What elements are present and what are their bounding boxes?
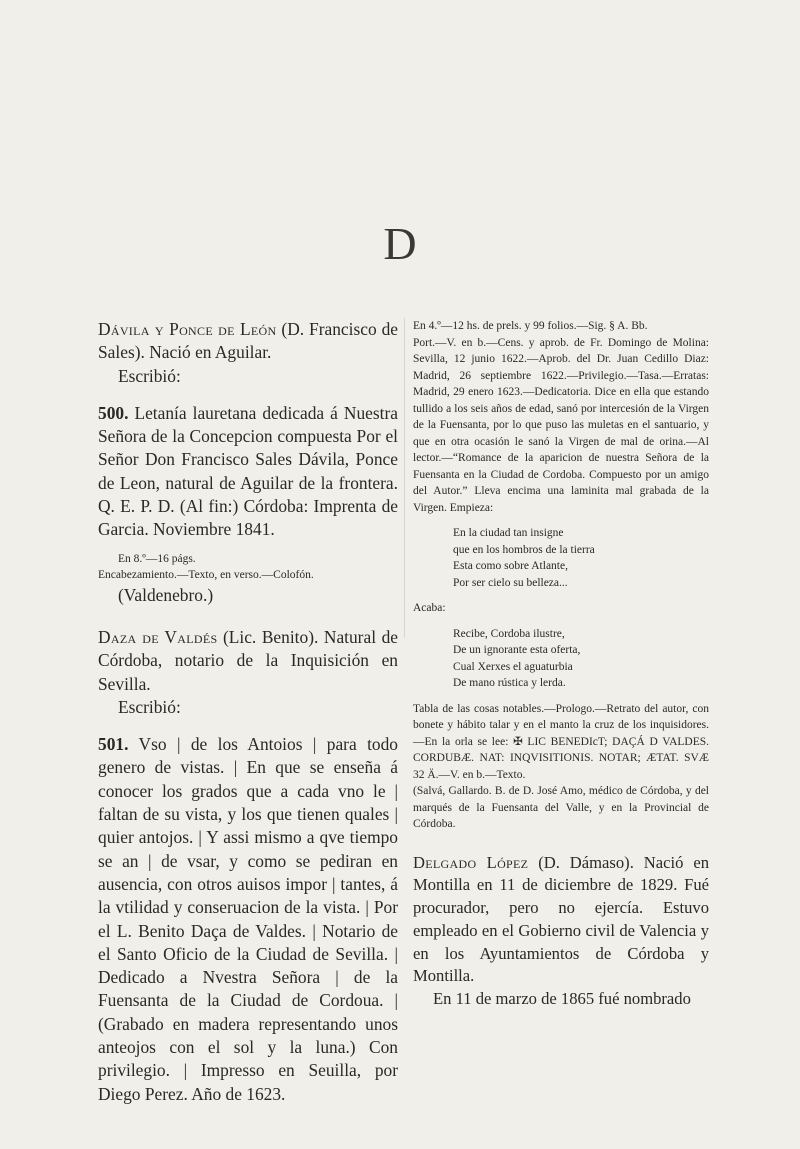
davila-heading: [98, 318, 398, 365]
verse-line: En la ciudad tan insigne: [453, 527, 564, 539]
verse-line: Recibe, Cordoba ilustre,: [453, 627, 565, 640]
delgado-continuation: En 11 de marzo de 1865 fué nombrado: [433, 989, 691, 1009]
section-letter: D: [383, 218, 417, 269]
author-name: Delgado López: [413, 852, 529, 872]
verse-line: Esta como sobre Atlante,: [453, 560, 568, 572]
entry-number: 501.: [98, 734, 129, 755]
verse-line: Cual Xerxes el aguaturbia: [453, 660, 573, 673]
entry-501-table: Tabla de las cosas notables.—Prologo.—Retrato del autor, con bonete y hábito talar y en el manto la cruz de los inquisidores.—En la orla se lee: ✠ LIC BENEDIcT; DAÇÁ D VALDES. CORDUBÆ. NAT: INQVISITIONIS. NOTAR; ÆTAT. SVÆ 32 Ä.—V. en b.—Texto.: [413, 702, 709, 781]
entry-501: [98, 733, 398, 1106]
escribio-label: Escribió:: [118, 696, 181, 717]
entry-500-source: (Valdenebro.): [118, 584, 214, 605]
verse-line: que en los hombros de la tierra: [453, 543, 595, 556]
entry-501-contents: Port.—V. en b.—Cens. y aprob. de Fr. Domingo de Molina: Sevilla, 12 junio 1622.—Aprob. del Dr. Juan Cedillo Diaz: Madrid, 26 septiembre 1622.—Privilegio.—Tasa.—Erratas: Madrid, 29 enero 1623.—Dedicatoria. Dice en ella que estando tullido a los seis años de edad, sanó por intercesión de la Virgen de la Fuensanta, por lo que puso las muletas en el santuario, y que en otra ocasión le sanó la Virgen de mal de orina.—Al lector.—“Romance de la aparicion de nuestra Señora de la Fuensanta en la Ciudad de Cordoba. Compuesto por un amigo del Autor.” Lleva encima una laminita mal grabada de la Virgen. Empieza:: [413, 336, 709, 514]
entry-500-format: En 8.º—16 págs.: [118, 552, 196, 565]
author-details: (Lic. Benito). Natural de Córdoba, notario de la Inquisición en Sevilla.: [98, 626, 398, 694]
column-divider: [404, 318, 405, 638]
entry-title: Vso | de los Antoios | para todo genero de vistas. | En que se enseña á conocer los grados que a cada vno le | faltan de su vista, y los que tienen quales | quier antojos. | Y assi mismo a qve tiempo se an | de vsar, y como se pediran en ausencia, con otros auisos impor | tantes, á la vtilidad y conseruacion de la vista. | Por el L. Benito Daça de Valdes. | Notario de el Santo Oficio de la Ciudad de Sevilla. | Dedicado a Nvestra Señora | de la Fuensanta de la Ciudad de Cordoua. | (Grabado en madera representando unos anteojos con el sol y la luna.) Con privilegio. | Impresso en Seuilla, por Diego Perez. Año de 1623.: [98, 734, 398, 1104]
entry-number: 500.: [98, 402, 129, 423]
delgado-heading: [413, 852, 709, 989]
author-details: (D. Francisco de Sales). Nació en Aguilar.: [98, 319, 398, 363]
verse-line: De mano rústica y lerda.: [453, 677, 566, 689]
left-column: [98, 318, 398, 1106]
entry-500: [98, 402, 398, 542]
right-column: [413, 318, 709, 1011]
escribio-label: Escribió:: [118, 365, 181, 386]
acaba-label: Acaba:: [413, 602, 446, 614]
verse-line: Por ser cielo su belleza...: [453, 576, 568, 589]
daza-heading: [98, 626, 398, 696]
verse-line: De un ignorante esta oferta,: [453, 644, 581, 656]
entry-title: Letanía lauretana dedicada á Nuestra Señora de la Concepcion compuesta Por el Señor Don Francisco Sales Dávila, Ponce de Leon, natural de Aguilar de la frontera. Q. E. P. D. (Al fin:) Córdoba: Imprenta de Garcia. Noviembre 1841.: [98, 402, 398, 540]
verse-end: [453, 626, 709, 692]
author-name: Dávila y Ponce de León: [98, 319, 277, 339]
verse-start: [453, 525, 709, 591]
entry-501-source: (Salvá, Gallardo. B. de D. José Amo, médico de Córdoba, y del marqués de la Fuensanta del Valle, y en la Provincial de Córdoba.: [413, 785, 709, 830]
entry-501-format: En 4.º—12 hs. de prels. y 99 folios.—Sig. § A. Bb.: [413, 320, 648, 332]
author-details: (D. Dámaso). Nació en Montilla en 11 de diciembre de 1829. Fué procurador, pero no ejercía. Estuvo empleado en el Gobierno civil de Valencia y en los Ayuntamientos de Córdoba y Montilla.: [413, 852, 709, 986]
entry-500-contents: Encabezamiento.—Texto, en verso.—Colofón.: [98, 569, 314, 582]
author-name: Daza de Valdés: [98, 626, 218, 647]
